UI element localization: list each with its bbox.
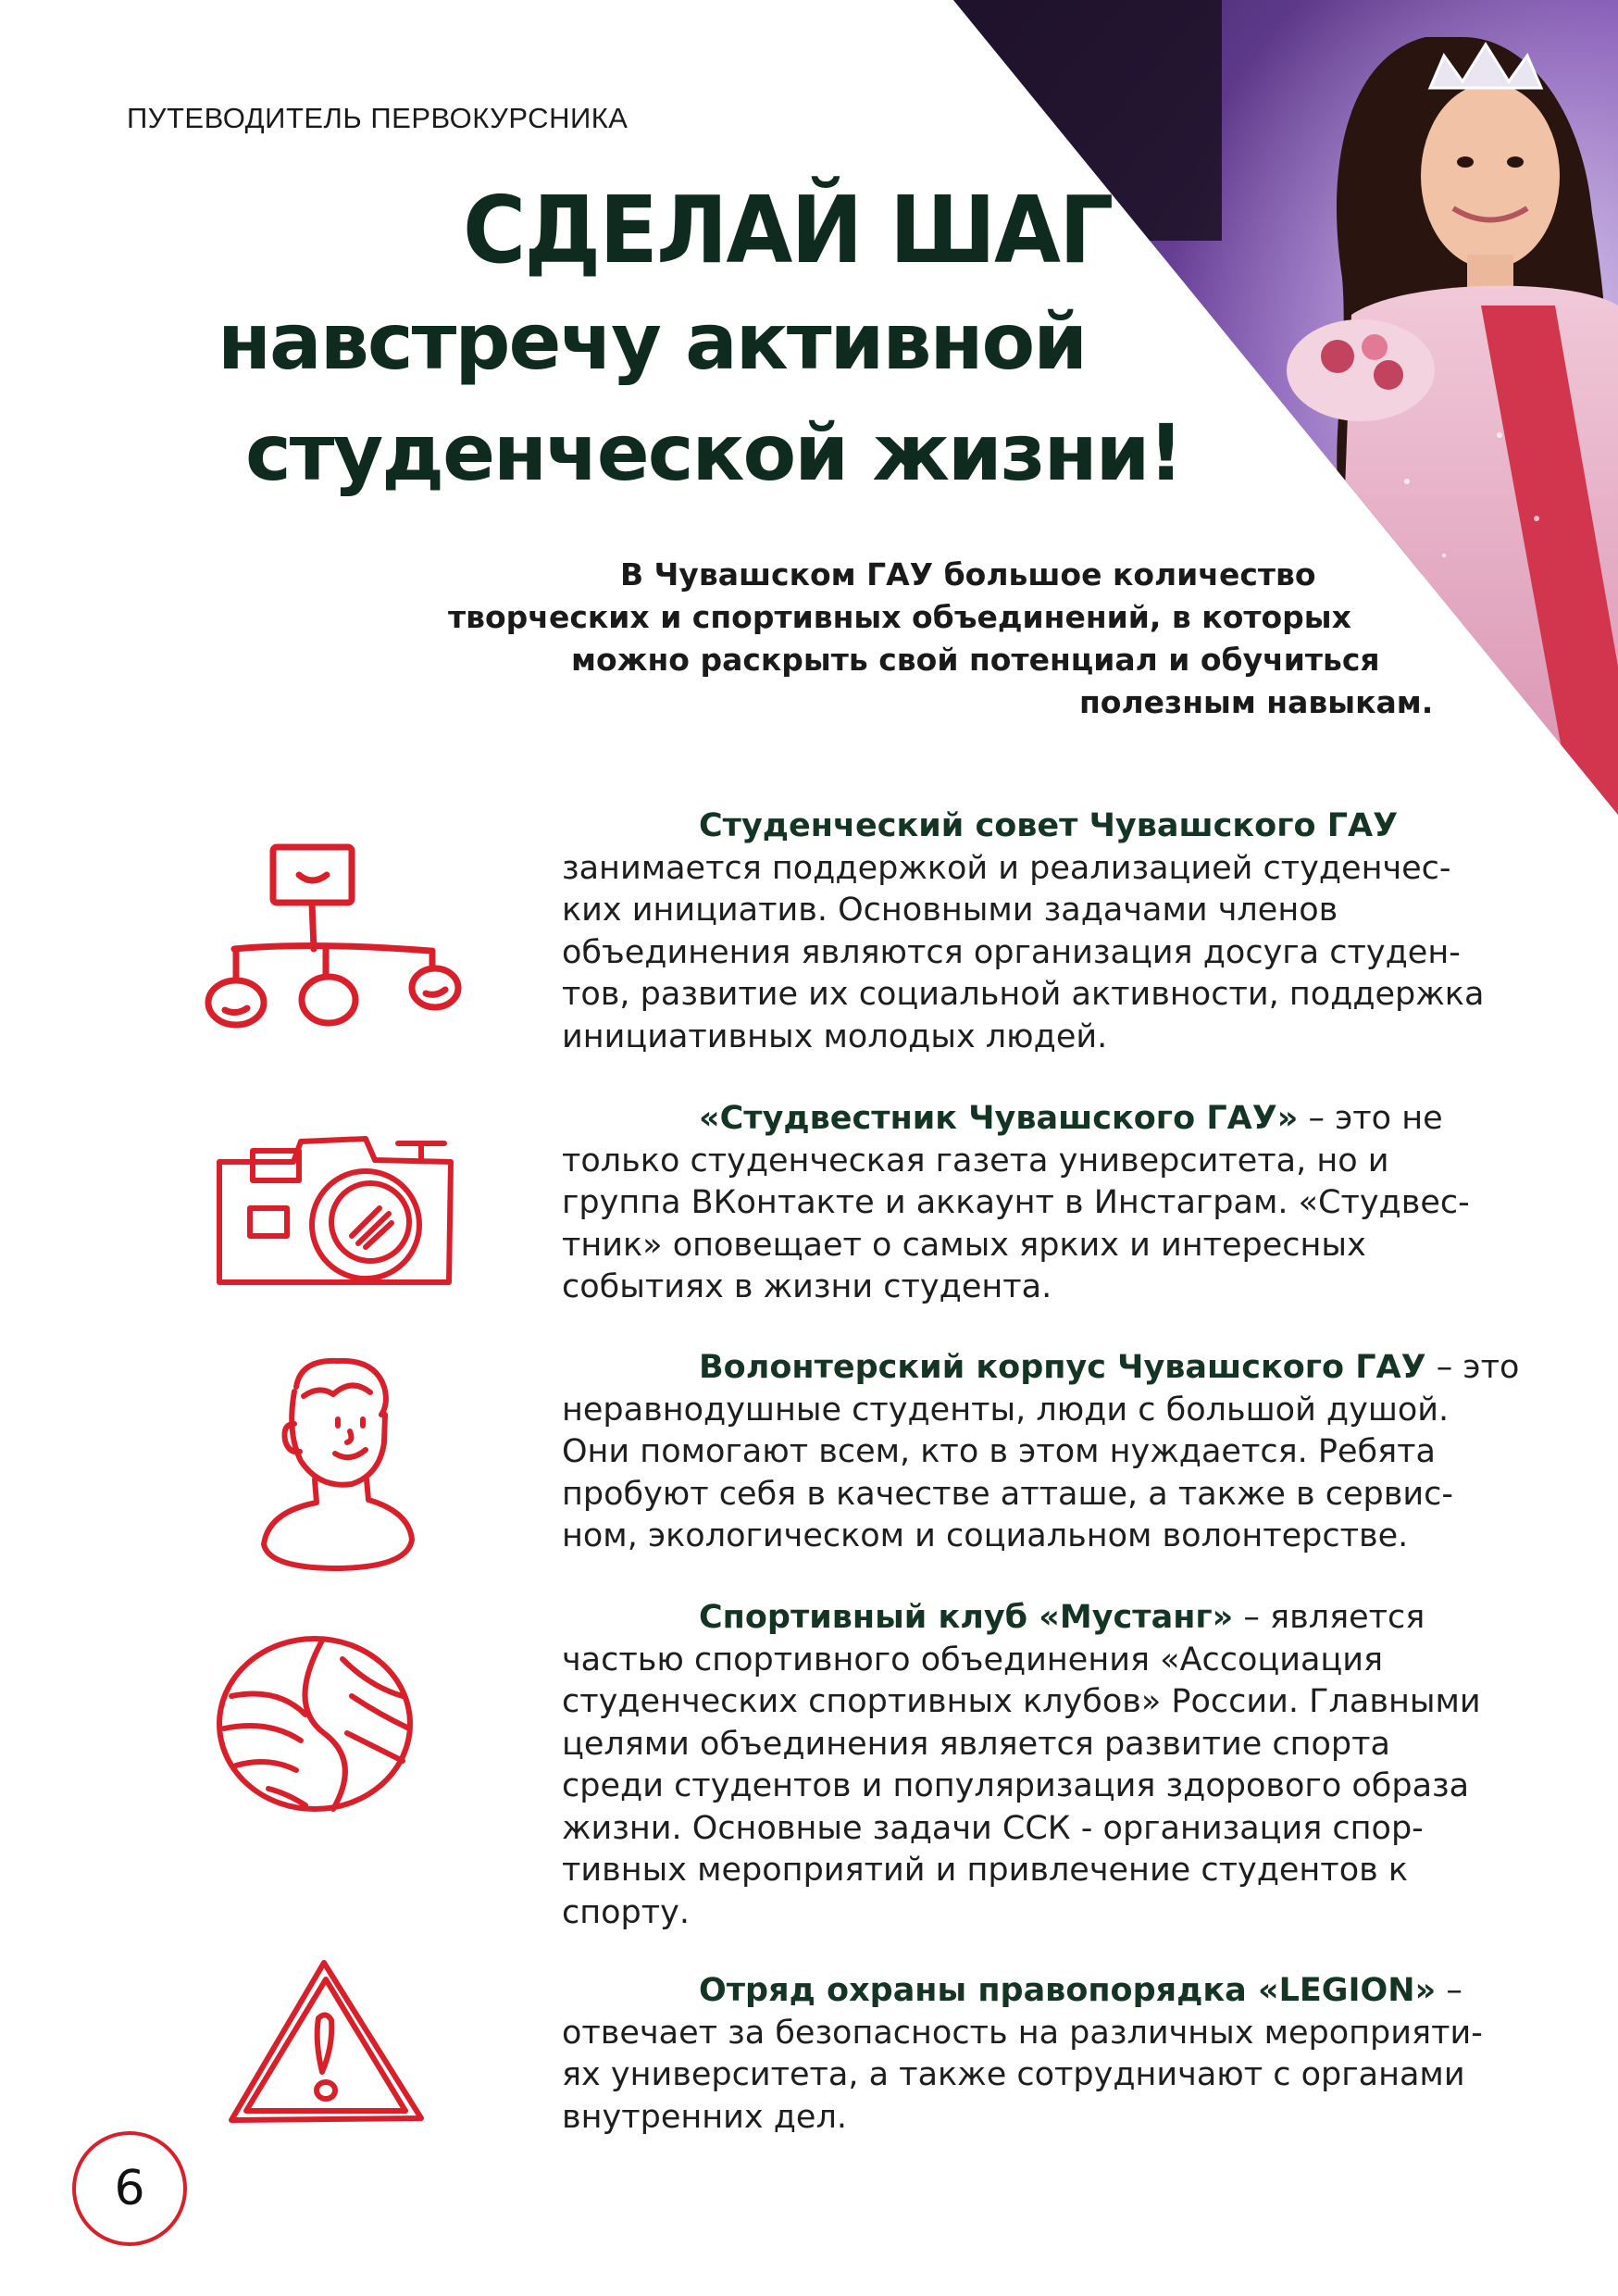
headline-line-2: навстречу активной — [218, 296, 1087, 387]
org-line: частью спортивного объединения «Ассоциация — [562, 1641, 1384, 1678]
intro-line: полезным навыкам. — [1079, 684, 1434, 720]
org-title-rest: – это не — [1298, 1100, 1443, 1137]
org-first-line — [562, 1597, 1515, 1640]
org-line: инициативных молодых людей. — [562, 1017, 1108, 1055]
hierarchy-icon — [199, 838, 477, 1032]
org-line: отвечает за безопасность на различных мероприяти- — [562, 2014, 1483, 2052]
org-line: студенческих спортивных клубов» России. Главными — [562, 1683, 1481, 1720]
org-title: Спортивный клуб «Мустанг» — [699, 1599, 1234, 1636]
org-first-line — [562, 1098, 1515, 1141]
org-title: Студенческий совет Чувашского ГАУ — [699, 807, 1399, 844]
org-title-rest: – — [1436, 1972, 1462, 2009]
org-title: Отряд охраны правопорядка «LEGION» — [699, 1972, 1437, 2009]
org-line: спорту. — [562, 1893, 690, 1931]
camera-icon — [208, 1125, 463, 1292]
org-title: «Студвестник Чувашского ГАУ» — [699, 1100, 1299, 1137]
ball-icon — [213, 1631, 417, 1816]
org-line: пробуют себя в качестве атташе, а также в сервис- — [562, 1475, 1454, 1513]
running-head: ПУТЕВОДИТЕЛЬ ПЕРВОКУРСНИКА — [127, 102, 629, 134]
org-first-line — [562, 1347, 1520, 1390]
org-line: событиях в жизни студента. — [562, 1268, 1052, 1305]
org-line: тник» оповещает о самых ярких и интересных — [562, 1226, 1366, 1264]
org-line: целями объединения является развитие спорта — [562, 1725, 1390, 1763]
org-line: внутренних дел. — [562, 2098, 847, 2136]
org-line: неравнодушные студенты, люди с большой душой. — [562, 1391, 1450, 1429]
intro-line: В Чувашском ГАУ большое количество — [620, 556, 1316, 593]
org-line: занимается поддержкой и реализацией студенчес- — [562, 849, 1451, 887]
org-first-line — [562, 805, 1515, 848]
org-title-rest: – это — [1425, 1349, 1520, 1386]
org-line: только студенческая газета университета, но и — [562, 1142, 1389, 1179]
org-first-line — [562, 1970, 1515, 2013]
page-number: 6 — [72, 2131, 187, 2246]
org-line: среди студентов и популяризация здорового образа — [562, 1767, 1470, 1804]
org-title-rest: – является — [1233, 1599, 1425, 1636]
org-student-council — [562, 805, 1515, 1058]
intro-line: можно раскрыть свой потенциал и обучиться — [571, 642, 1380, 678]
org-line: ких инициатив. Основными задачами членов — [562, 892, 1338, 929]
org-line: тов, развитие их социальной активности, поддержка — [562, 976, 1485, 1013]
org-line: тивных мероприятий и привлечение студентов к — [562, 1852, 1408, 1889]
org-line: жизни. Основные задачи ССК - организация спор- — [562, 1809, 1424, 1847]
org-line: объединения являются организация досуга студен- — [562, 933, 1461, 971]
headline-line-3: студенческой жизни! — [245, 407, 1182, 498]
org-line: группа ВКонтакте и аккаунт в Инстаграм. «Студвес- — [562, 1184, 1470, 1221]
org-line: Они помогают всем, кто в этом нуждается. Ребята — [562, 1433, 1437, 1470]
intro-line: творческих и спортивных объединений, в которых — [448, 599, 1351, 635]
org-volunteer-corps — [562, 1347, 1520, 1558]
org-studvestnik — [562, 1098, 1515, 1309]
org-line: ях университета, а также сотрудничают с органами — [562, 2056, 1465, 2093]
intro-paragraph — [278, 554, 1434, 724]
org-title: Волонтерский корпус Чувашского ГАУ — [699, 1349, 1426, 1386]
warning-icon — [222, 1953, 430, 2129]
org-line: ном, экологическом и социальном волонтерстве. — [562, 1517, 1409, 1554]
org-sport-club — [562, 1597, 1515, 1934]
headline-line-1: СДЕЛАЙ ШАГ — [463, 176, 1113, 284]
person-icon — [250, 1350, 426, 1572]
org-legion — [562, 1970, 1515, 2139]
